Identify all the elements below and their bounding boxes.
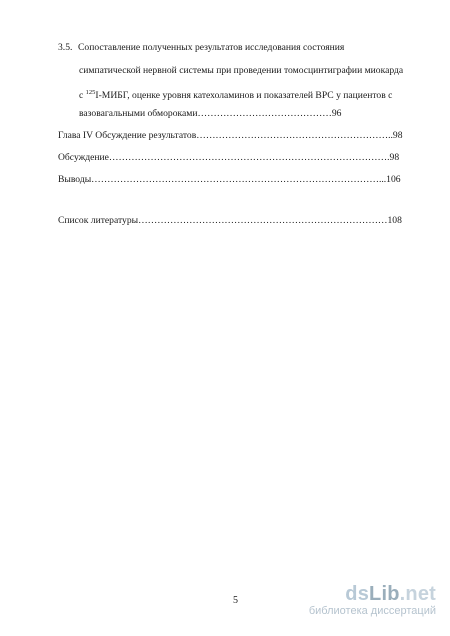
toc-sec35-line2: симпатической нервной системы при проведении томосцинтиграфии миокарда <box>79 65 404 76</box>
toc-conclusions: Выводы………………………………………………………………………………...106 <box>58 174 401 185</box>
watermark-logo <box>309 584 436 604</box>
toc-sec35-line3-text: I-МИБГ, оценке уровня катехоламинов и показателей ВРС у пациентов с <box>95 90 393 102</box>
watermark-logo-lib: Lib <box>369 583 400 605</box>
toc-discussion: Обсуждение…………………………………………………………………………….98 <box>58 152 400 163</box>
toc-references: Список литературы……………………………………………………………………108 <box>58 215 402 226</box>
toc-sec35-line4: вазовагальными обмороками……………………………………96 <box>79 108 342 119</box>
toc-sec35-line1: Сопоставление полученных результатов исследования состояния <box>78 42 345 53</box>
toc-sec35-line3 <box>79 87 392 102</box>
watermark-subtitle: библиотека диссертаций <box>308 605 436 617</box>
toc-sec35-number: 3.5. <box>58 42 73 53</box>
page-number: 5 <box>233 595 238 606</box>
watermark-logo-net: .net <box>399 583 436 605</box>
watermark <box>309 584 436 617</box>
watermark-logo-ds: ds <box>345 583 370 605</box>
toc-chapter4: Глава IV Обсуждение результатов……………………………………………………..98 <box>58 130 403 141</box>
toc-sec35-isotope: 125 <box>85 89 96 96</box>
toc-sec35-line3-prefix: с <box>79 90 86 102</box>
